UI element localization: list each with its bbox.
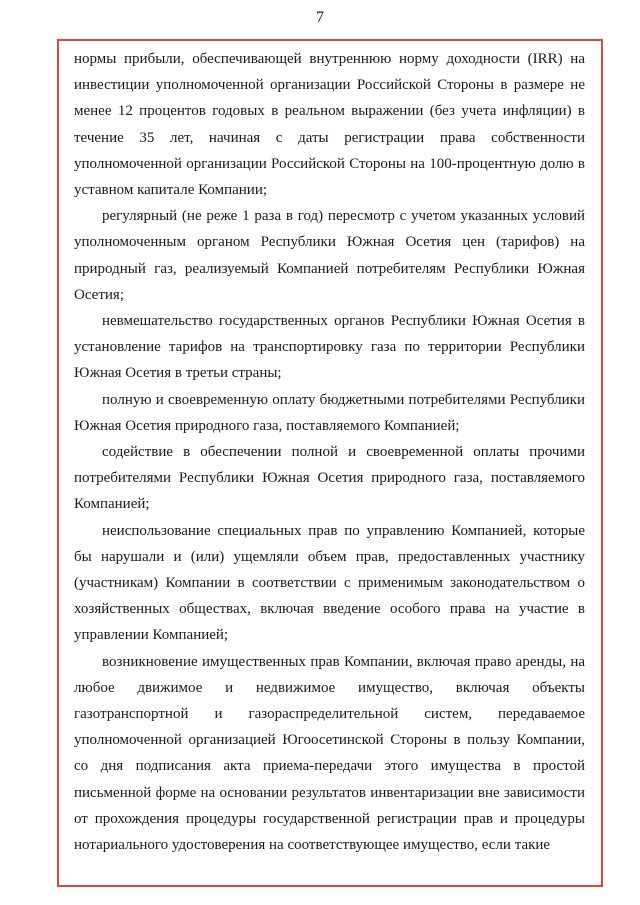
paragraph-tariff-review: регулярный (не реже 1 раза в год) пересмотр с учетом указанных условий уполномоченным органом Республики Южная Осетия цен (тарифов) на природный газ, реализуемый Компанией потребителям Республики Южная Осетия; <box>74 208 585 303</box>
document-body <box>74 46 585 858</box>
paragraph-non-interference: невмешательство государственных органов Республики Южная Осетия в установление тарифов на транспортировку газа по территории Республики Южная Осетия в третьи страны; <box>74 313 585 382</box>
paragraph-special-rights: неиспользование специальных прав по управлению Компанией, которые бы нарушали и (или) ущемляли объем прав, предоставленных участнику (участникам) Компании в соответствии с применимым законодательством о хозяйственных обществах, включая введение особого права на участие в управлении Компанией; <box>74 522 585 644</box>
paragraph-payment-assistance: содействие в обеспечении полной и своевременной оплаты прочими потребителями Республики Южная Осетия природного газа, поставляемого Компанией; <box>74 444 585 513</box>
page-number: 7 <box>316 9 324 26</box>
paragraph-budget-payment: полную и своевременную оплату бюджетными потребителями Республики Южная Осетия природного газа, поставляемого Компанией; <box>74 391 585 434</box>
paragraph-irr-continuation: нормы прибыли, обеспечивающей внутреннюю норму доходности (IRR) на инвестиции уполномоченной организации Российской Стороны в размере не менее 12 процентов годовых в реальном выражении (без учета инфляции) в течение 35 лет, начиная с даты регистрации права собственности уполномоченной организации Российской Стороны на 100-процентную долю в уставном капитале Компании; <box>74 51 585 199</box>
paragraph-property-rights: возникновение имущественных прав Компании, включая право аренды, на любое движимое и недвижимое имущество, включая объекты газотранспортной и газораспределительной систем, передаваемое уполномоченной организацией Югоосетинской Стороны в пользу Компании, со дня подписания акта приема-передачи этого имущества в простой письменной форме на основании результатов инвентаризации вне зависимости от прохождения процедуры государственной регистрации прав и процедуры нотариального удостоверения на соответствующее имущество, если такие <box>74 653 585 854</box>
